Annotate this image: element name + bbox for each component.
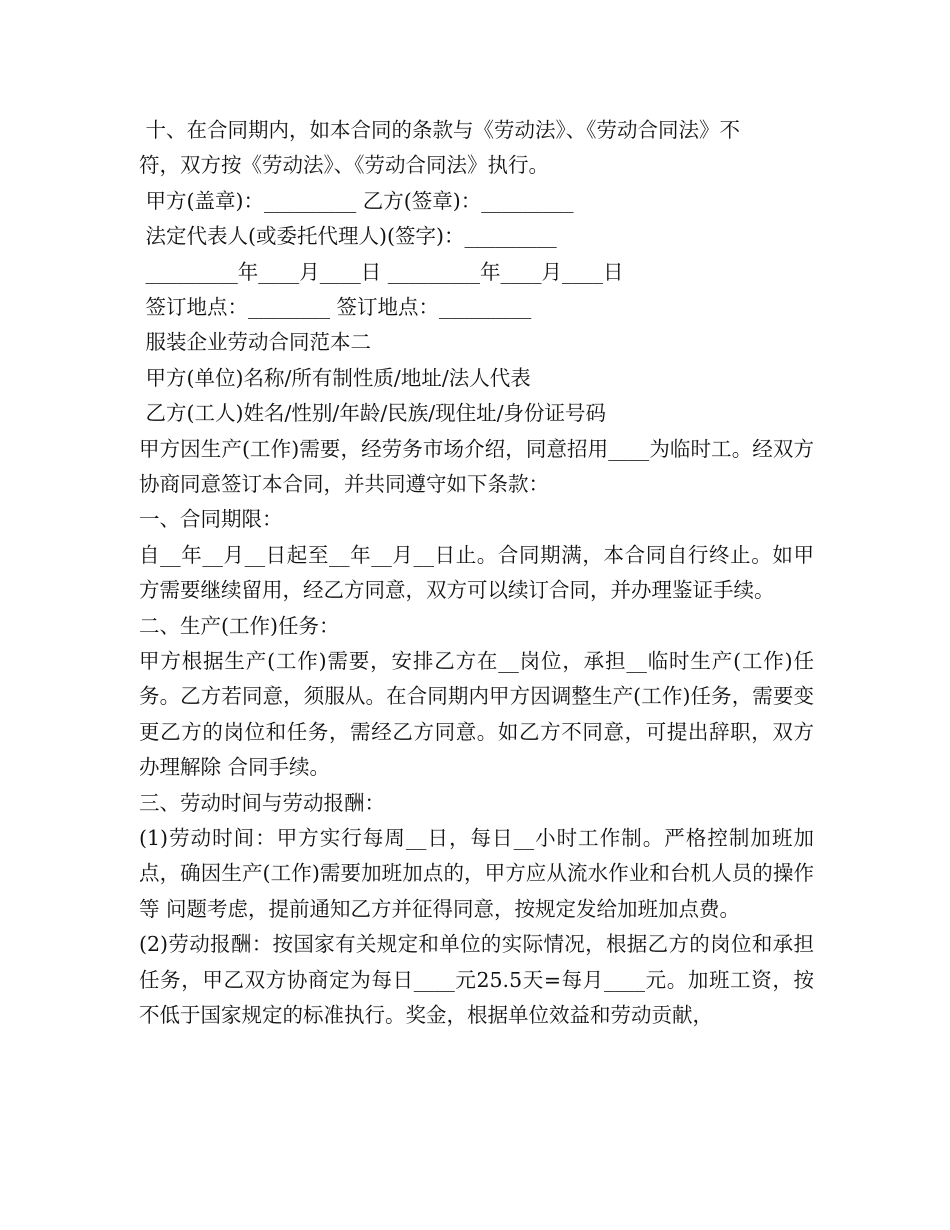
heading-working-hours-pay: 三、劳动时间与劳动报酬： <box>139 790 385 815</box>
clause-ten-line-1: 十、在合同期内，如本合同的条款与《劳动法》、《劳动合同法》不 <box>139 118 741 142</box>
working-hours-paragraph: (1)劳动时间：甲方实行每周__日，每日__小时工作制。严格控制加班加点，确因生产(工作)需要加班加点的，甲方应从流水作业和台机人员的操作等 问题考虑，提前通知乙方并征得同意，按规定发给加班加点费。 <box>139 825 814 921</box>
remuneration-paragraph: (2)劳动报酬：按国家有关规定和单位的实际情况，根据乙方的岗位和承担任务，甲乙双方协商定为每日____元25.5天=每月____元。加班工资，按不低于国家规定的标准执行。奖金，根据单位效益和劳动贡献， <box>139 932 814 1028</box>
heading-contract-term: 一、合同期限： <box>139 507 283 532</box>
signature-line-representative: 法定代表人(或委托代理人)(签字)：_________ <box>139 224 557 249</box>
signature-line-location: 签订地点：________ 签订地点：_________ <box>139 294 532 319</box>
signature-line-parties: 甲方(盖章)：_________ 乙方(签章)：_________ <box>139 188 574 213</box>
production-tasks-paragraph: 甲方根据生产(工作)需要，安排乙方在__岗位，承担__临时生产(工作)任务。乙方若同意，须服从。在合同期内甲方因调整生产(工作)任务，需要变 更乙方的岗位和任务，需经乙方同意。如乙方不同意，可提出辞职，双方办理解除 合同手续。 <box>139 648 814 780</box>
party-a-fields: 甲方(单位)名称/所有制性质/地址/法人代表 <box>139 365 531 390</box>
section-title-template-two: 服装企业劳动合同范本二 <box>139 330 372 355</box>
signature-line-dates: _________年____月____日 _________年____月____日 <box>139 259 624 284</box>
party-b-fields: 乙方(工人)姓名/性别/年龄/民族/现住址/身份证号码 <box>139 401 607 426</box>
clause-ten-line-2: 符，双方按《劳动法》、《劳动合同法》执行。 <box>139 153 549 178</box>
document-body <box>139 113 814 1033</box>
contract-term-paragraph: 自__年__月__日起至__年__月__日止。合同期满，本合同自行终止。如甲方需要继续留用，经乙方同意，双方可以续订合同，并办理鉴证手续。 <box>139 542 814 603</box>
heading-production-tasks: 二、生产(工作)任务： <box>139 613 340 638</box>
intro-paragraph: 甲方因生产(工作)需要，经劳务市场介绍，同意招用____为临时工。经双方协商同意签订本合同，并共同遵守如下条款： <box>139 436 814 496</box>
